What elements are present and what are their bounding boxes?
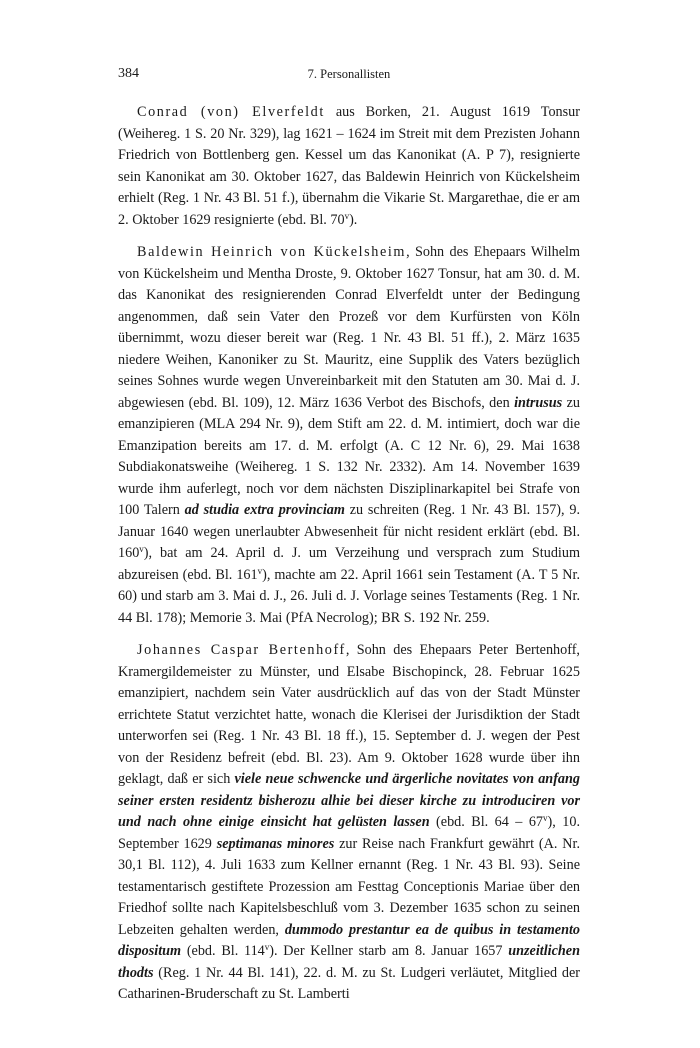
running-head: 7. Personallisten bbox=[307, 67, 391, 81]
latin-quote: septimanas minores bbox=[216, 835, 335, 852]
entry-text: ). bbox=[349, 211, 358, 228]
latin-quote: ad studia extra provinciam bbox=[184, 502, 345, 518]
body-text bbox=[118, 102, 580, 1017]
person-name: Baldewin Heinrich von Kückelsheim bbox=[137, 244, 407, 260]
entry-text: zu schreiten (Reg. 1 Nr. 43 Bl. 157), 9. Januar 1640 wegen unerlaubter Abwesenheit für nicht resident erklärt (ebd. Bl. 160 bbox=[118, 502, 581, 561]
page-header bbox=[118, 66, 580, 86]
entry-text: (ebd. Bl. 114 bbox=[181, 943, 265, 959]
entry-text: aus Borken, 21. August 1619 Tonsur (Weihereg. 1 S. 20 Nr. 329), lag 1621 – 1624 im Streit mit dem Prezisten Johann Friedrich von Bottlenberg gen. Kessel um das Kanonikat (A. P 7), resignierte sein Kanonikat am 30. Oktober 1627, das Baldewin Heinrich von Kückelsheim erhielt (Reg. 1 Nr. 43 Bl. 51 f.), übernahm die Vikarie St. Margarethae, die er am 2. Oktober 1629 resignierte (ebd. Bl. 70 bbox=[118, 104, 580, 228]
entry-text: zu emanzipieren (MLA 294 Nr. 9), dem Stift am 22. d. M. intimiert, doch war die Emanzipation bereits am 17. d. M. erfolgt (A. C 12 Nr. 6), 29. Mai 1638 Subdiakonatsweihe (Weihereg. 1 S. 132 Nr. 2332). Am 14. November 1639 wurde ihm auferlegt, noch vor dem nächsten Disziplinarkapitel bei Strafe von 100 Talern bbox=[118, 394, 580, 518]
person-name: Johannes Caspar Bertenhoff bbox=[137, 642, 346, 658]
entry-text: , Sohn des Ehepaars Wilhelm von Kückelsheim und Mentha Droste, 9. Oktober 1627 Tonsur, hat am 30. d. M. das Kanonikat des resignierenden Conrad Elverfeldt unter der Bedingung angenommen, daß sein Vater den Prozeß vor dem Kurfürsten von Köln übernimmt, wozu dieser bereit war (Reg. 1 Nr. 43 Bl. 51 ff.), 2. März 1635 niedere Weihen, Kanoniker zu St. Mauritz, eine Supplik des Vaters bezüglich seines Sohnes wurde wegen Unvereinbarkeit mit den Statuten am 30. Mai d. J. abgewiesen (ebd. Bl. 109), 12. März 1636 Verbot des Bischofs, den bbox=[118, 244, 580, 411]
entry-text: (ebd. Bl. 64 – 67 bbox=[429, 814, 544, 830]
verso-mark: v bbox=[139, 544, 144, 554]
verso-mark: v bbox=[257, 565, 263, 576]
entry-text: zur Reise nach Frankfurt gewährt (A. Nr. 30,1 Bl. 112), 4. Juli 1633 zum Kellner ernannt (Reg. 1 Nr. 43 Bl. 93). Seine testamentarisch gestiftete Prozession am Festtag Conceptionis Mariae über den Friedhof sollte nach Kapitelsbeschluß vom 3. Dezember 1635 schon zu seinen Lebzeiten gehalten werden, bbox=[118, 835, 580, 938]
entry-paragraph bbox=[118, 640, 580, 1006]
verso-mark: v bbox=[543, 813, 548, 823]
entry-text: ), 10. September 1629 bbox=[118, 814, 580, 852]
entry-text: ). Der Kellner starb am 8. Januar 1657 bbox=[269, 943, 509, 959]
entry-text: ), machte am 22. April 1661 sein Testament (A. T 5 Nr. 60) und starb am 3. Mai d. J., 26. Juli d. J. Vorlage seines Testaments (Reg. 1 Nr. 44 Bl. 178); Memorie 3. Mai (PfA Necrolog); BR S. 192 Nr. 259. bbox=[118, 566, 580, 626]
latin-quote: viele neue schwencke und ärgerliche novitates von anfang seiner ersten residentz bisherozu alhie bei dieser kirche zu introduciren vor und nach ohne einige einsicht hat gelüsten lassen bbox=[118, 771, 580, 830]
latin-quote: intrusus bbox=[514, 394, 563, 411]
entry-paragraph bbox=[118, 102, 580, 231]
verso-mark: v bbox=[264, 942, 270, 952]
entry-paragraph bbox=[118, 242, 580, 629]
entry-text: ), bat am 24. April d. J. um Verzeihung und versprach zum Studium abzureisen (ebd. Bl. 161 bbox=[118, 545, 580, 583]
latin-quote: unzeitlichen thodts bbox=[118, 943, 580, 981]
person-name: Conrad (von) Elverfeldt bbox=[137, 104, 325, 120]
page-number: 384 bbox=[118, 66, 139, 81]
entry-text: (Reg. 1 Nr. 44 Bl. 141), 22. d. M. zu St. Ludgeri verläutet, Mitglied der Catharinen-Bruderschaft zu St. Lamberti bbox=[118, 964, 580, 1002]
verso-mark: v bbox=[344, 210, 350, 221]
latin-quote: dummodo prestantur ea de quibus in testamento dispositum bbox=[118, 921, 581, 959]
entry-text: , Sohn des Ehepaars Peter Bertenhoff, Kramergildemeister zu Münster, und Elsabe Bischopinck, 28. Februar 1625 emanzipiert, nachdem sein Vater ausdrücklich auf das von der Stadt Münster errichtete Statut verzichtet hatte, wonach die Klerisei der Jurisdiktion der Stadt unterworfen sei (Reg. 1 Nr. 43 Bl. 18 ff.), 15. September d. J. wegen der Pest von der Residenz befreit (ebd. Bl. 23). Am 9. Oktober 1628 wurde über ihn geklagt, daß er sich bbox=[118, 642, 580, 787]
